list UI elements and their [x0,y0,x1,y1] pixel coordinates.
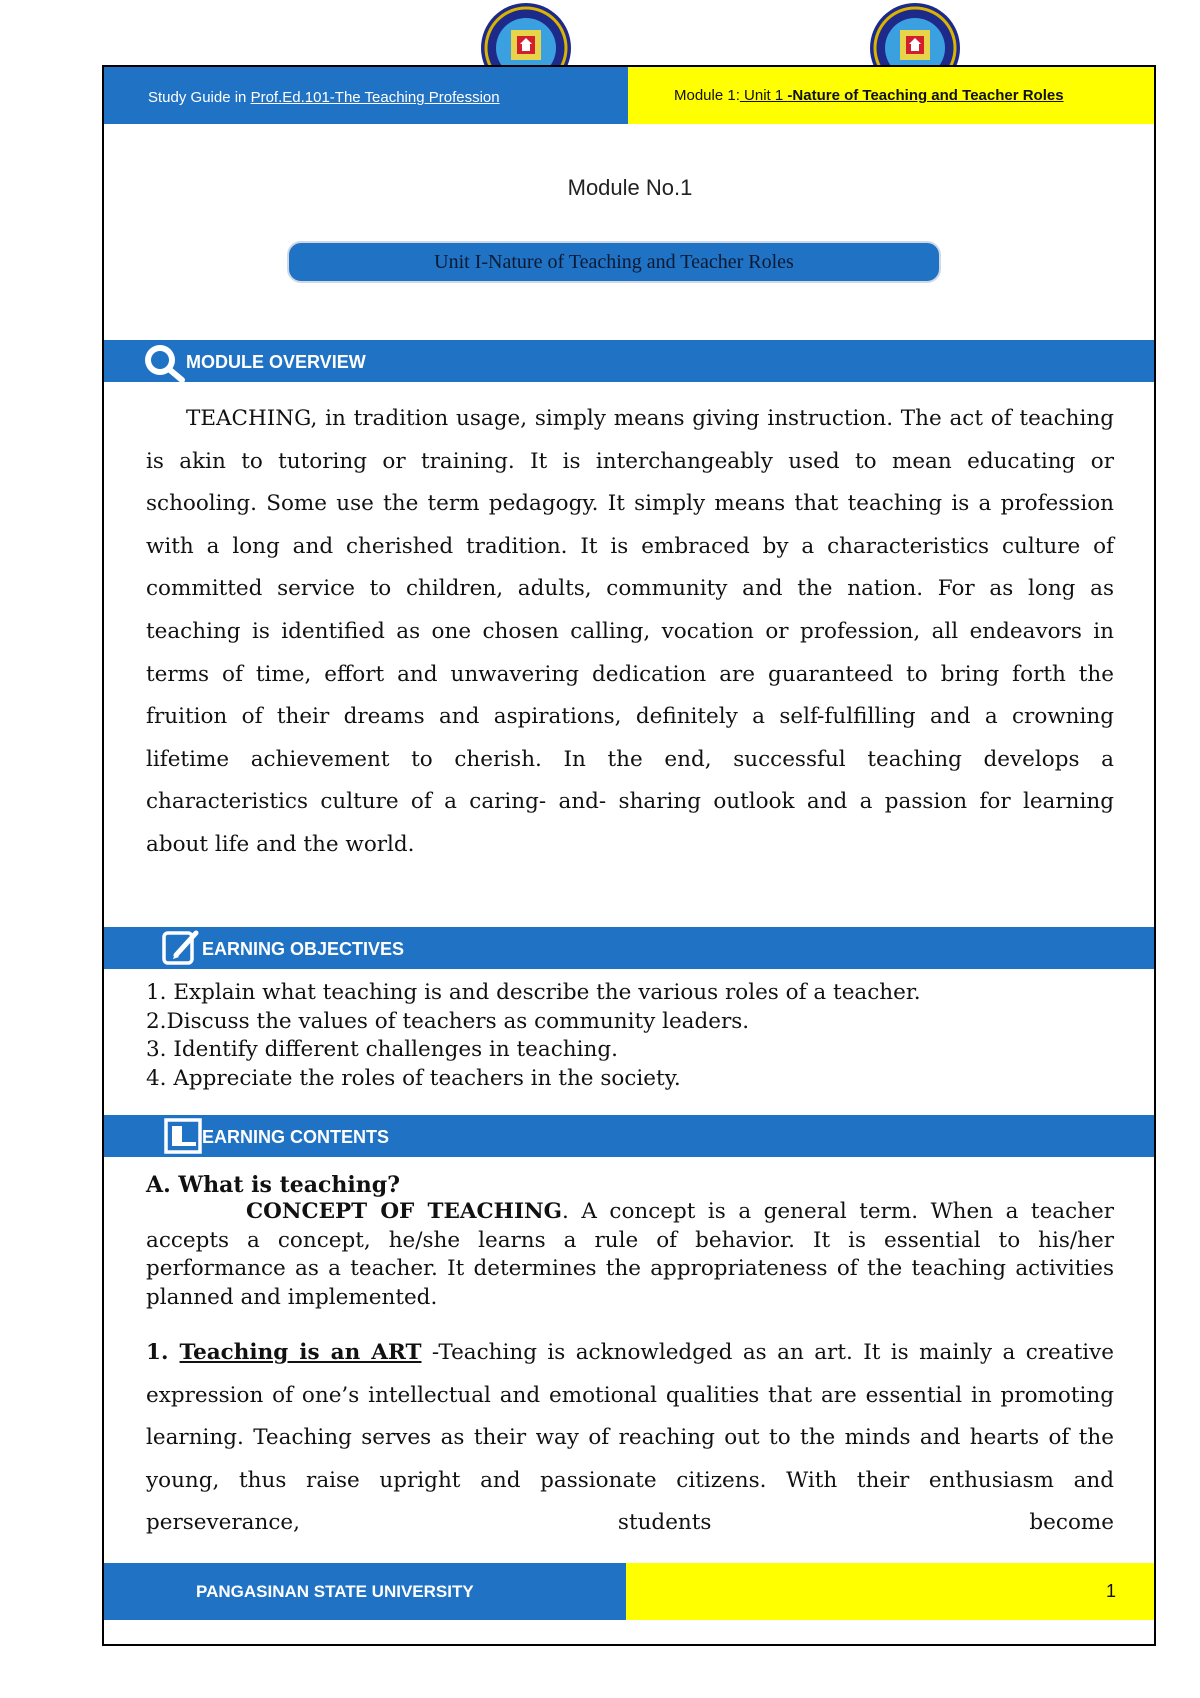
section-bar-objectives [104,927,1154,969]
magnifier-icon [142,342,188,387]
art-paragraph: 1. Teaching is an ART -Teaching is acknowledged as an art. It is mainly a creative expression of one’s intellectual and emotional qualities that are essential in promoting learning. Teaching serves as their way of reaching out to the minds and hearts of the young, thus raise upright and passionate citizens. With their enthusiasm and perseverance, students become [146,1340,1114,1535]
pencil-edit-icon [162,929,202,972]
book-icon [164,1118,202,1159]
footer-university: PANGASINAN STATE UNIVERSITY [196,1582,474,1601]
overview-paragraph: TEACHING, in tradition usage, simply means giving instruction. The act of teaching is akin to tutoring or training. It is interchangeably used to mean educating or schooling. Some use the term pedagogy. It simply means that teaching is a profession with a long and cherished tradition. It is embraced by a characteristics culture of committed service to children, adults, community and the nation. For as long as teaching is identified as one chosen calling, vocation or profession, all endeavors in terms of time, effort and unwavering dedication are guaranteed to bring forth the fruition of their dreams and aspirations, definitely a self-fulfilling and a crowning lifetime achievement to cherish. In the end, successful teaching develops a characteristics culture of a caring- and- sharing outlook and a passion for learning about life and the world. [146,406,1114,857]
objective-item: 2.Discuss the values of teachers as community leaders. [146,1008,750,1034]
concept-paragraph: CONCEPT OF TEACHING. A concept is a general term. When a teacher accepts a concept, he/she learns a rule of behavior. It is essential to his/her performance as a teacher. It determines the appropriateness of the teaching activities planned and implemented. [146,1199,1114,1310]
section-title-overview: MODULE OVERVIEW [186,352,366,372]
course-link[interactable]: Prof.Ed.101-The Teaching Profession [250,89,500,106]
footer-page-banner [626,1563,1154,1620]
contents-heading: A. What is teaching? [146,1172,400,1198]
footer-university-banner [104,1563,626,1620]
header-module-text: Module 1: Unit 1 -Nature of Teaching and Teacher Roles [674,87,1064,104]
header-course-banner [104,67,628,124]
unit-title: Unit I-Nature of Teaching and Teacher Roles [287,241,941,283]
objective-item: 1. Explain what teaching is and describe the various roles of a teacher. [146,980,921,1005]
section-bar-overview [104,340,1154,382]
university-seal-left [480,2,572,66]
section-bar-contents [104,1115,1154,1157]
concept-label: CONCEPT OF TEACHING [246,1199,563,1224]
objective-item: 4. Appreciate the roles of teachers in the society. [146,1065,681,1091]
objective-item: 3. Identify different challenges in teaching. [146,1037,618,1063]
objectives-list [146,979,1114,1093]
module-number: Module No.1 [567,175,693,200]
section-title-contents: EARNING CONTENTS [202,1127,390,1147]
university-seal-right [869,2,961,66]
section-title-objectives: EARNING OBJECTIVES [202,939,405,959]
header-course-text: Study Guide in Prof.Ed.101-The Teaching Profession [148,89,500,106]
header-module-banner [628,67,1154,124]
page-number: 1 [1105,1581,1116,1601]
art-title: Teaching is an ART [179,1340,422,1365]
